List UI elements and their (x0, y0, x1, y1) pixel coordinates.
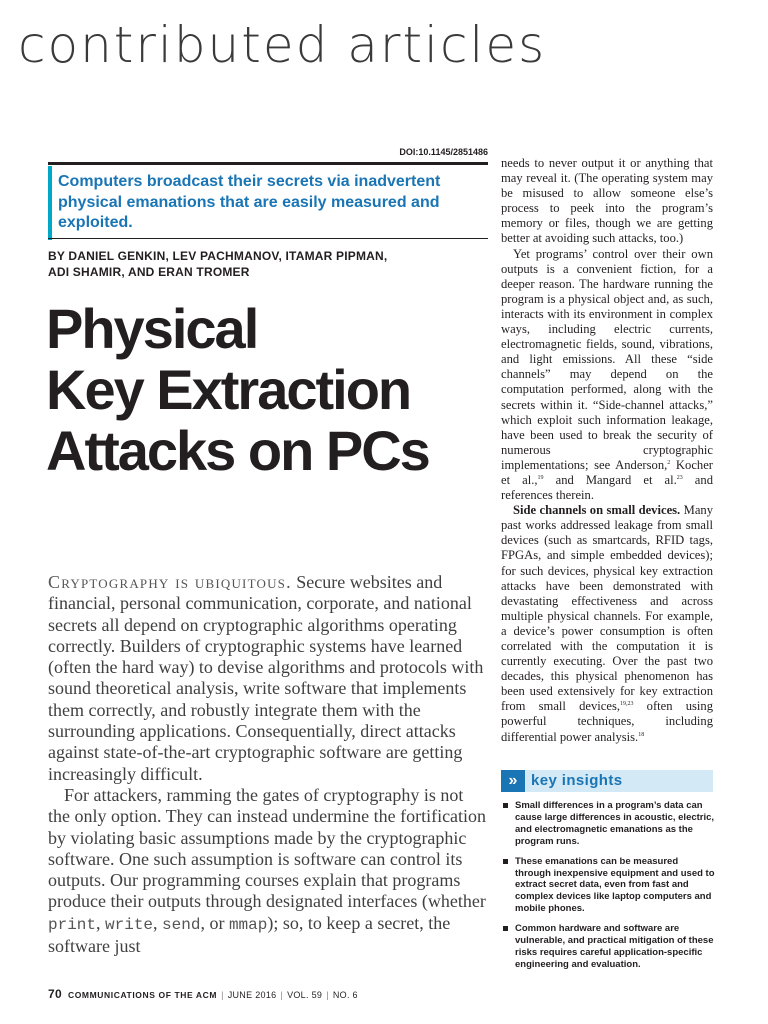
issue-date: JUNE 2016 (227, 990, 277, 1000)
code-send: send (162, 915, 201, 934)
col2-p3-b: often using powerful techniques, including differential power analysis. (501, 699, 713, 744)
ref-small-devices: 19,23 (620, 701, 634, 708)
sep-3: , or (200, 912, 229, 933)
title-line-3: Attacks on PCs (46, 419, 429, 482)
lead-smallcaps: Cryptography is ubiquitous. (48, 572, 292, 592)
code-print: print (48, 915, 97, 934)
volume: VOL. 59 (287, 990, 323, 1000)
lead-p2-text-a: For attackers, ramming the gates of cryptography is not the only option. They can instead undermine the fortification by violating basic assumptions made by the cryptographic software. One such assumption is software can control its outputs. Our programming courses explain that programs produce their outputs through designated interfaces (whether (48, 784, 487, 912)
key-insights-header (501, 770, 713, 792)
article-title (46, 298, 496, 481)
article-deck: Computers broadcast their secrets via inadvertent physical emanations that are easily measured and exploited. (48, 166, 488, 240)
deck-bottom-rule (48, 238, 488, 239)
issue-number: NO. 6 (332, 990, 358, 1000)
bullet-square-icon (503, 803, 508, 808)
key-insight-text-3: Common hardware and software are vulnerable, and practical mitigation of these risks requires careful application-specific engineering and evaluation. (515, 923, 714, 970)
doi-label: DOI:10.1145/2851486 (399, 147, 488, 157)
code-mmap: mmap (228, 915, 268, 934)
lead-paragraph-1 (48, 572, 488, 785)
footer-separator: | (326, 990, 329, 1000)
page-footer (48, 987, 488, 1001)
col2-p2-a: Yet programs’ control over their own outputs is a convenient fiction, for a deeper reason. The hardware running the program is a physical object and, as such, interacts with its environment in complex ways, including electric currents, electromagnetic fields, sound, vibrations, and light emissions. All these “side channels” may depend on the computation performed, along with the secrets within it. “Side-channel attacks,” which exploit such information leakage, have been used to break the security of numerous cryptographic implementations; see Anderson, (501, 246, 713, 472)
key-insights-list (503, 800, 715, 979)
key-insight-text-1: Small differences in a program’s data can cause large differences in acoustic, electric, and electromagnetic emanations as the program runs. (515, 800, 715, 847)
bullet-square-icon (503, 926, 508, 931)
lead-p2-text-b: ); so, to keep a secret, the software just (48, 912, 451, 957)
deck-top-rule (48, 162, 488, 165)
double-chevron-icon: » (501, 770, 525, 792)
footer-separator: | (221, 990, 224, 1000)
lead-column (48, 572, 488, 957)
list-item (503, 923, 715, 971)
right-column (501, 156, 713, 745)
col2-p2-d: and references therein. (501, 472, 713, 503)
footer-separator: | (280, 990, 284, 1000)
key-insights-title: key insights (531, 772, 623, 789)
runin-heading: Side channels on small devices. (513, 503, 681, 518)
title-line-1: Physical (46, 297, 258, 360)
lead-paragraph-2 (48, 785, 488, 957)
col2-p2-c: and Mangard et al. (543, 472, 677, 487)
list-item (503, 800, 715, 848)
col2-p2-b: Kocher et al., (501, 457, 713, 487)
sep-2: , (153, 912, 163, 933)
bullet-square-icon (503, 859, 508, 864)
col2-paragraph-2 (501, 247, 713, 504)
col2-paragraph-1: needs to never output it or anything that may reveal it. (The operating system may be misused to allow someone else’s process to peek into the program’s memory or files, though we are getting better at avoiding such attacks, too.) (501, 156, 713, 246)
ref-anderson: 2 (667, 459, 671, 466)
code-write: write (105, 915, 154, 934)
ref-mangard: 23 (676, 474, 683, 481)
byline (48, 248, 488, 280)
section-heading: contributed articles (18, 16, 547, 74)
sep-1: , (96, 912, 106, 933)
title-line-2: Key Extraction (46, 358, 411, 421)
list-item (503, 856, 715, 916)
col2-paragraph-3 (501, 503, 713, 745)
byline-line-1: BY DANIEL GENKIN, LEV PACHMANOV, ITAMAR PIPMAN, (48, 249, 388, 263)
ref-kocher: 19 (537, 474, 544, 481)
key-insight-text-2: These emanations can be measured through inexpensive equipment and used to extract secret data, even from fast and complex devices like laptop computers and mobile phones. (515, 855, 715, 915)
ref-dpa: 18 (638, 731, 645, 738)
lead-p1-text: Secure websites and financial, personal communication, corporate, and national secrets all depend on cryptographic algorithms operating correctly. Builders of cryptographic systems have learned (often the hard way) to devise algorithms and protocols with sound theoretical analysis, write software that implements them correctly, and robustly integrate them with the surrounding applications. Consequentially, direct attacks against state-of-the-art cryptographic software are getting increasingly difficult. (48, 572, 484, 784)
page-number: 70 (48, 987, 62, 1001)
magazine-name: COMMUNICATIONS OF THE ACM (67, 990, 218, 1000)
byline-line-2: ADI SHAMIR, AND ERAN TROMER (48, 265, 250, 279)
col2-p3-a: Many past works addressed leakage from small devices (such as smartcards, RFID tags, FPGAs, and simple embedded devices); for such devices, physical key extraction attacks have been demonstrated with devastating effectiveness and across multiple physical channels. For example, a device’s power consumption is often correlated with the computation it is currently executing. Over the past two decades, this physical phenomenon has been used extensively for key extraction from small devices, (501, 503, 714, 714)
